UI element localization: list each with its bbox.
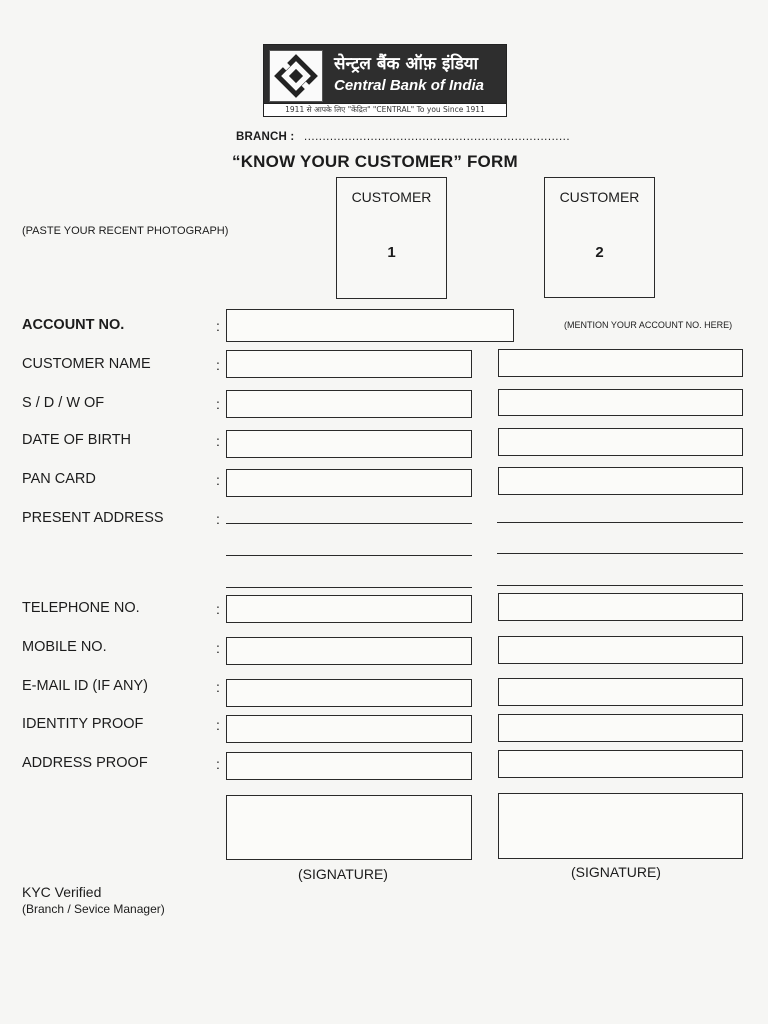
customer-name-field-2[interactable] [498,349,743,377]
bank-logo [263,44,507,117]
label-email-id: E-MAIL ID (IF ANY) [22,678,148,694]
label-address-proof: ADDRESS PROOF [22,755,148,771]
telephone-field-2[interactable] [498,593,743,621]
branch-field[interactable]: ........................................................................ [304,131,571,143]
bank-emblem-icon [269,50,323,102]
date-of-birth-field-1[interactable] [226,430,472,458]
colon: : [216,357,220,373]
signature-label-1: (SIGNATURE) [298,866,388,882]
date-of-birth-field-2[interactable] [498,428,743,456]
photo-number: 2 [595,244,604,261]
signature-label-2: (SIGNATURE) [571,864,661,880]
colon: : [216,433,220,449]
label-pan-card: PAN CARD [22,471,96,487]
photo-box-customer-2[interactable] [544,177,655,298]
label-mobile-no: MOBILE NO. [22,639,107,655]
label-sdw-of: S / D / W OF [22,395,105,411]
logo-english-text: Central Bank of India [334,77,485,94]
colon: : [216,601,220,617]
telephone-field-1[interactable] [226,595,472,623]
address-line-3-customer-2[interactable] [497,585,743,586]
signature-box-1[interactable] [226,795,472,860]
logo-tagline: 1911 से आपके लिए "केंद्रित" "CENTRAL" To you Since 1911 [264,103,506,116]
address-line-3-customer-1[interactable] [226,587,472,588]
photo-note: (PASTE YOUR RECENT PHOTOGRAPH) [22,225,229,237]
customer-name-field-1[interactable] [226,350,472,378]
address-line-2-customer-1[interactable] [226,555,472,556]
address-line-2-customer-2[interactable] [497,553,743,554]
address-proof-field-2[interactable] [498,750,743,778]
logo-hindi-text: सेन्ट्रल बैंक ऑफ़ इंडिया [334,54,479,74]
colon: : [216,511,220,527]
label-account-no: ACCOUNT NO. [22,317,125,333]
email-field-1[interactable] [226,679,472,707]
address-proof-field-1[interactable] [226,752,472,780]
kyc-verified-label: KYC Verified [22,884,102,900]
label-identity-proof: IDENTITY PROOF [22,716,144,732]
form-title: “KNOW YOUR CUSTOMER” FORM [232,152,518,171]
mobile-field-2[interactable] [498,636,743,664]
identity-proof-field-2[interactable] [498,714,743,742]
signature-box-2[interactable] [498,793,743,859]
colon: : [216,756,220,772]
mobile-field-1[interactable] [226,637,472,665]
address-line-1-customer-2[interactable] [497,522,743,523]
pan-card-field-2[interactable] [498,467,743,495]
branch-label: BRANCH : [236,131,295,143]
sdw-of-field-1[interactable] [226,390,472,418]
colon: : [216,396,220,412]
account-no-field[interactable] [226,309,514,342]
photo-number: 1 [387,244,396,261]
photo-box-customer-1[interactable] [336,177,447,299]
colon: : [216,318,220,334]
account-note: (MENTION YOUR ACCOUNT NO. HERE) [564,320,733,330]
photo-caption: CUSTOMER [559,189,640,205]
label-customer-name: CUSTOMER NAME [22,356,151,372]
sdw-of-field-2[interactable] [498,389,743,416]
kyc-verifier-label: (Branch / Sevice Manager) [22,902,165,916]
label-date-of-birth: DATE OF BIRTH [22,432,132,448]
label-present-address: PRESENT ADDRESS [22,510,164,526]
photo-caption: CUSTOMER [351,189,432,205]
label-telephone-no: TELEPHONE NO. [22,600,140,616]
address-line-1-customer-1[interactable] [226,523,472,524]
colon: : [216,640,220,656]
colon: : [216,679,220,695]
identity-proof-field-1[interactable] [226,715,472,743]
colon: : [216,717,220,733]
colon: : [216,472,220,488]
email-field-2[interactable] [498,678,743,706]
pan-card-field-1[interactable] [226,469,472,497]
